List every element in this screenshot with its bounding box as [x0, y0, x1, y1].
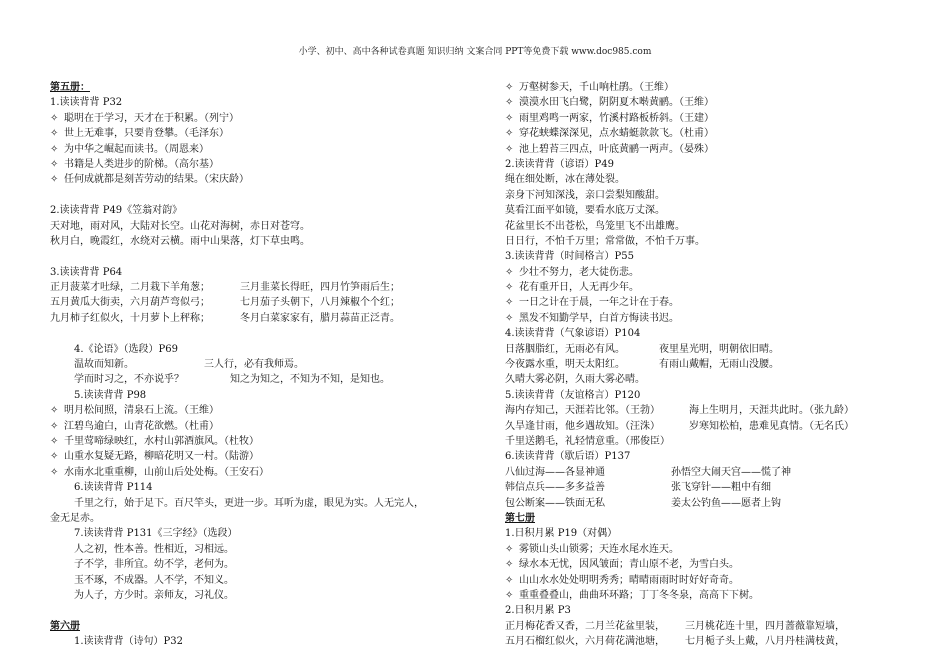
bullet-icon: ✧ [50, 143, 59, 155]
bullet-item [505, 311, 905, 326]
line-text: 第五册： [50, 82, 90, 93]
blank-line [50, 249, 460, 264]
text-line [505, 419, 905, 434]
line-text: 1.日积月累 P19（对偶） [505, 528, 618, 540]
blank-line [50, 603, 460, 618]
line-text: 书籍是人类进步的阶梯。（高尔基） [64, 158, 219, 170]
text-line [505, 219, 905, 234]
bullet-item [505, 573, 905, 588]
line-text-second: 海上生明月，天涯共此时。（张九龄） [689, 405, 854, 417]
bullet-item [505, 80, 905, 95]
line-text: 温故而知新。 [74, 359, 134, 371]
bullet-icon: ✧ [505, 543, 514, 555]
line-text: 子不学，非所宜。幼不学，老何为。 [74, 559, 234, 571]
text-line [505, 172, 905, 187]
text-line [505, 496, 905, 511]
bullet-icon: ✧ [50, 435, 59, 447]
line-text-second: 孙悟空大闹天宫——慌了神 [671, 466, 791, 478]
bullet-item [50, 403, 460, 418]
line-text: 正月梅花香又香，二月兰花盆里装， [505, 620, 665, 632]
bullet-icon: ✧ [505, 143, 514, 155]
line-text: 山山水水处处明明秀秀；晴晴雨雨时时好好奇奇。 [519, 574, 739, 586]
bullet-icon: ✧ [505, 297, 514, 309]
line-text: 山重水复疑无路，柳暗花明又一村。（陆游） [64, 451, 259, 463]
line-text: 穿花蛱蝶深深见，点水蜻蜓款款飞。（杜甫） [519, 128, 714, 140]
bullet-icon: ✧ [505, 312, 514, 324]
bullet-item [50, 172, 460, 187]
line-text-second: 岁寒知松柏，患难见真情。（无名氏） [689, 420, 854, 432]
line-text-second: 七月栀子头上戴，八月丹桂满枝黄， [685, 636, 845, 648]
line-text: 秋月白，晚霞红，水绕对云横。雨中山果落，灯下草虫鸣。 [50, 235, 310, 247]
line-text: 7.读读背背 P131《三字经》（选段） [74, 528, 238, 540]
line-text-second: 七月茄子头朝下，八月辣椒个个红； [240, 297, 400, 309]
text-line [505, 388, 905, 403]
text-line [50, 342, 460, 357]
line-text: 雨里鸡鸣一两家，竹溪村路板桥斜。（王建） [519, 112, 714, 124]
text-line [50, 557, 460, 572]
line-text: 海内存知己，天涯若比邻。（王勃） [505, 405, 660, 417]
bullet-item [505, 280, 905, 295]
line-text: 6.读读背背 P114 [74, 482, 153, 494]
text-line [50, 203, 460, 218]
line-text: 花盆里长不出苍松，鸟笼里飞不出雄鹰。 [505, 220, 685, 232]
line-text: 千里送鹅毛，礼轻情意重。（邢俊臣） [505, 435, 670, 447]
bullet-icon: ✧ [505, 128, 514, 140]
text-line [50, 496, 460, 511]
text-line [505, 603, 905, 618]
bullet-icon: ✧ [50, 451, 59, 463]
line-text: 八仙过海——各显神通 [505, 466, 605, 478]
bullet-item [50, 142, 460, 157]
line-text: 聪明在于学习，天才在于积累。（列宁） [64, 112, 239, 124]
text-line [505, 465, 905, 480]
bullet-icon: ✧ [50, 420, 59, 432]
line-text: 莫看江面平如镜，要看水底万丈深。 [505, 205, 665, 217]
text-line [50, 95, 460, 110]
bullet-item [505, 588, 905, 603]
line-text: 金无足赤。 [50, 512, 100, 524]
text-line [50, 311, 460, 326]
section-heading [50, 80, 460, 95]
bullet-icon: ✧ [50, 158, 59, 170]
line-text: 雾锁山头山锁雾；天连水尾水连天。 [519, 543, 679, 555]
line-text: 6.读读背背（歇后语）P137 [505, 451, 631, 463]
line-text: 为中华之崛起而读书。（周恩来） [64, 143, 209, 155]
line-text: 包公断案——铁面无私 [505, 497, 605, 509]
text-line [505, 480, 905, 495]
text-line [50, 511, 460, 526]
line-text: 漠漠水田飞白鹭，阴阴夏木啭黄鹂。（王维） [519, 97, 714, 109]
bullet-item [505, 142, 905, 157]
text-line [50, 573, 460, 588]
line-text: 2.读读背背（谚语）P49 [505, 158, 614, 170]
bullet-icon: ✧ [50, 128, 59, 140]
line-text: 5.读读背背 P98 [74, 389, 147, 401]
text-line [50, 542, 460, 557]
line-text: 2.日积月累 P3 [505, 605, 571, 617]
section-heading [505, 511, 905, 526]
line-text: 重重叠叠山，曲曲环环路；丁丁冬冬泉，高高下下树。 [519, 589, 759, 601]
bullet-icon: ✧ [50, 466, 59, 478]
bullet-icon: ✧ [50, 405, 59, 417]
line-text: 亲身下河知深浅，亲口尝梨知酸甜。 [505, 189, 665, 201]
text-line [50, 526, 460, 541]
bullet-item [50, 419, 460, 434]
line-text: 久晴大雾必阴，久雨大雾必晴。 [505, 374, 645, 386]
text-line [50, 219, 460, 234]
text-line [50, 280, 460, 295]
line-text: 韩信点兵——多多益善 [505, 482, 605, 494]
line-text: 5.读读背背（友谊格言）P120 [505, 389, 641, 401]
text-line [505, 188, 905, 203]
line-text-second: 知之为知之，不知为不知，是知也。 [230, 374, 390, 386]
line-text: 1.读读背背 P32 [50, 97, 123, 109]
text-line [505, 434, 905, 449]
line-text: 3.读读背背（时间格言）P55 [505, 251, 634, 263]
line-text: 学而时习之，不亦说乎？ [74, 374, 184, 386]
line-text: 池上碧苔三四点，叶底黄鹂一两声。（晏殊） [519, 143, 714, 155]
line-text: 1.读读背背（诗句）P32 [74, 636, 183, 648]
line-text-second: 夜里星光明，明朝依旧晴。 [659, 343, 779, 355]
bullet-icon: ✧ [505, 82, 514, 93]
text-line [50, 634, 460, 649]
text-line [505, 342, 905, 357]
bullet-item [50, 126, 460, 141]
bullet-item [505, 265, 905, 280]
line-text: 第六册 [50, 620, 80, 632]
line-text: 第七册 [505, 512, 535, 524]
bullet-icon: ✧ [505, 266, 514, 278]
line-text: 人之初，性本善。性相近，习相远。 [74, 543, 234, 555]
bullet-item [505, 295, 905, 310]
bullet-icon: ✧ [505, 559, 514, 571]
line-text: 4.读读背背（气象谚语）P104 [505, 328, 641, 340]
page-header: 小学、初中、高中各种试卷真题 知识归纳 文案合同 PPT等免费下载 www.doc985.com [298, 47, 652, 57]
line-text: 正月菠菜才吐绿，二月栽下羊角葱； [50, 282, 210, 294]
text-line [505, 449, 905, 464]
bullet-item [505, 542, 905, 557]
line-text: 五月石榴红似火，六月荷花满池塘， [505, 636, 665, 648]
line-text: 久旱逢甘雨，他乡遇故知。（汪洙） [505, 420, 660, 432]
line-text: 千里之行，始于足下。百尺竿头，更进一步。耳听为虚，眼见为实。人无完人， [74, 497, 424, 509]
text-line [505, 203, 905, 218]
line-text: 江碧鸟逾白，山青花欲燃。（杜甫） [64, 420, 219, 432]
line-text-second: 冬月白菜家家有，腊月蒜苗正泛青。 [240, 312, 400, 324]
line-text-second: 有雨山戴帽，无雨山没腰。 [659, 359, 779, 371]
line-text: 九月柿子红似火，十月萝卜上秤称； [50, 312, 210, 324]
bullet-item [505, 126, 905, 141]
bullet-icon: ✧ [50, 112, 59, 124]
line-text: 黑发不知勤学早，白首方悔读书迟。 [519, 312, 679, 324]
line-text: 玉不琢，不成器。人不学，不知义。 [74, 574, 234, 586]
line-text-second: 三月桃花连十里，四月蔷薇靠短墙， [685, 620, 845, 632]
left-column [50, 80, 460, 649]
line-text: 3.读读背背 P64 [50, 266, 123, 278]
line-text-second: 张飞穿针——粗中有细 [671, 482, 771, 494]
line-text: 任何成就都是刻苦劳动的结果。（宋庆龄） [64, 174, 249, 186]
line-text: 天对地，雨对风，大陆对长空。山花对海树，赤日对苍穹。 [50, 220, 310, 232]
section-heading [50, 619, 460, 634]
text-line [505, 157, 905, 172]
text-line [505, 619, 905, 634]
text-line [50, 295, 460, 310]
line-text-second: 姜太公钓鱼——愿者上钩 [671, 497, 781, 509]
line-text: 绿水本无忧，因风皱面；青山原不老，为雪白头。 [519, 559, 739, 571]
bullet-icon: ✧ [505, 112, 514, 124]
bullet-icon: ✧ [505, 589, 514, 601]
bullet-icon: ✧ [505, 574, 514, 586]
text-line [50, 357, 460, 372]
right-column [505, 80, 905, 649]
text-line [505, 403, 905, 418]
line-text: 4.《论语》（选段）P69 [74, 343, 178, 355]
line-text: 水南水北重重柳，山前山后处处梅。（王安石） [64, 466, 269, 478]
bullet-icon: ✧ [505, 282, 514, 294]
line-text: 绳在细处断，冰在薄处裂。 [505, 174, 625, 186]
blank-line [50, 188, 460, 203]
text-line [505, 634, 905, 649]
line-text: 一日之计在于晨，一年之计在于春。 [519, 297, 679, 309]
text-line [50, 372, 460, 387]
text-line [505, 249, 905, 264]
text-line [505, 326, 905, 341]
text-line [50, 388, 460, 403]
line-text: 万壑树参天，千山响杜鹃。（王维） [519, 82, 674, 93]
bullet-icon: ✧ [505, 97, 514, 109]
bullet-item [505, 95, 905, 110]
text-line [505, 526, 905, 541]
bullet-item [50, 111, 460, 126]
line-text: 世上无难事，只要肯登攀。（毛泽东） [64, 128, 229, 140]
text-line [50, 234, 460, 249]
line-text: 日日行，不怕千万里；常常做，不怕千万事。 [505, 235, 705, 247]
text-line [505, 234, 905, 249]
text-line [505, 357, 905, 372]
line-text: 明月松间照，清泉石上流。（王维） [64, 405, 219, 417]
blank-line [50, 326, 460, 341]
bullet-item [505, 111, 905, 126]
line-text: 五月黄瓜大街卖，六月葫芦弯似弓； [50, 297, 210, 309]
line-text: 2.读读背背 P49《笠翁对韵》 [50, 205, 183, 217]
line-text-second: 三月韭菜长得旺，四月竹笋雨后生； [240, 282, 400, 294]
line-text: 为人子，方少时。亲师友，习礼仪。 [74, 589, 234, 601]
line-text: 花有重开日，人无再少年。 [519, 282, 639, 294]
bullet-item [50, 465, 460, 480]
bullet-icon: ✧ [50, 174, 59, 186]
line-text: 今夜露水重，明天太阳红。 [505, 359, 625, 371]
line-text-second: 三人行，必有我师焉。 [204, 359, 304, 371]
line-text: 千里莺啼绿映红，水村山郭酒旗风。（杜牧） [64, 435, 259, 447]
text-line [50, 480, 460, 495]
bullet-item [50, 157, 460, 172]
text-line [50, 265, 460, 280]
text-line [505, 372, 905, 387]
line-text: 少壮不努力，老大徒伤悲。 [519, 266, 639, 278]
bullet-item [505, 557, 905, 572]
line-text: 日落胭脂红，无雨必有风。 [505, 343, 625, 355]
text-line [50, 588, 460, 603]
bullet-item [50, 434, 460, 449]
bullet-item [50, 449, 460, 464]
